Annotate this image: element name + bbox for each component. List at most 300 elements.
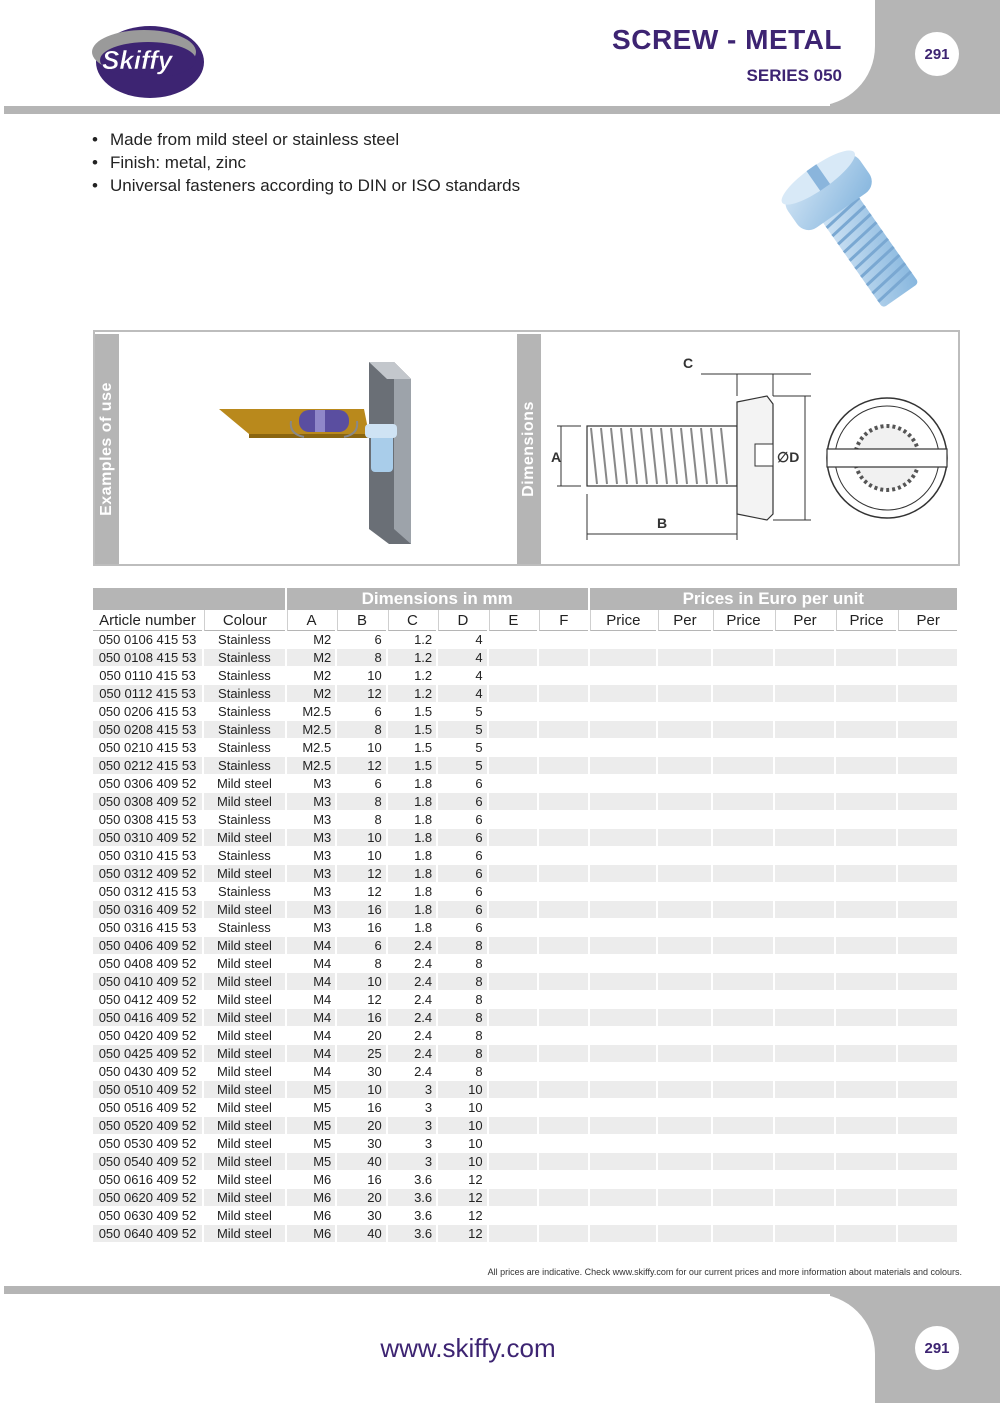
empty-cell: [836, 865, 897, 883]
group-header-row: [93, 588, 957, 610]
colour-cell: Mild steel: [204, 991, 285, 1009]
empty-cell: [489, 919, 537, 937]
dimension-cell: 16: [337, 1099, 385, 1117]
empty-cell: [713, 1027, 774, 1045]
dimension-cell: 1.8: [388, 793, 436, 811]
empty-cell: [539, 955, 588, 973]
colour-cell: Mild steel: [204, 1189, 285, 1207]
empty-cell: [539, 1081, 588, 1099]
empty-cell: [489, 991, 537, 1009]
dimension-cell: M4: [287, 1009, 335, 1027]
empty-cell: [775, 757, 834, 775]
table-row: [93, 973, 957, 991]
empty-cell: [898, 775, 957, 793]
empty-cell: [898, 757, 957, 775]
empty-cell: [775, 883, 834, 901]
empty-cell: [658, 847, 710, 865]
empty-cell: [898, 937, 957, 955]
empty-cell: [713, 739, 774, 757]
empty-cell: [775, 1009, 834, 1027]
table-row: [93, 775, 957, 793]
dimension-cell: 10: [438, 1081, 486, 1099]
dimension-cell: 1.2: [388, 631, 436, 649]
empty-cell: [898, 1117, 957, 1135]
empty-cell: [713, 1135, 774, 1153]
empty-cell: [489, 1207, 537, 1225]
empty-cell: [658, 973, 710, 991]
dimension-cell: 8: [337, 955, 385, 973]
empty-cell: [836, 685, 897, 703]
empty-cell: [590, 1207, 657, 1225]
table-row: [93, 757, 957, 775]
article-number-cell: 050 0408 409 52: [93, 955, 202, 973]
empty-cell: [658, 1207, 710, 1225]
empty-cell: [898, 703, 957, 721]
dimension-cell: 3: [388, 1117, 436, 1135]
colour-cell: Mild steel: [204, 1045, 285, 1063]
dimension-cell: 1.8: [388, 775, 436, 793]
empty-cell: [713, 865, 774, 883]
empty-cell: [489, 955, 537, 973]
empty-cell: [898, 1009, 957, 1027]
article-number-cell: 050 0312 409 52: [93, 865, 202, 883]
article-number-cell: 050 0312 415 53: [93, 883, 202, 901]
column-header: E: [489, 610, 537, 631]
table-row: [93, 703, 957, 721]
empty-cell: [539, 811, 588, 829]
empty-cell: [775, 1207, 834, 1225]
empty-cell: [590, 703, 657, 721]
empty-cell: [898, 649, 957, 667]
article-number-cell: 050 0616 409 52: [93, 1171, 202, 1189]
empty-cell: [539, 1099, 588, 1117]
dimension-cell: 6: [438, 811, 486, 829]
table-row: [93, 631, 957, 649]
empty-cell: [898, 1207, 957, 1225]
colour-cell: Mild steel: [204, 1009, 285, 1027]
dimension-cell: 1.8: [388, 811, 436, 829]
dimension-cell: M6: [287, 1225, 335, 1243]
empty-cell: [775, 901, 834, 919]
dimension-cell: 16: [337, 901, 385, 919]
series-subtitle: SERIES 050: [746, 66, 842, 85]
feature-item: • Universal fasteners according to DIN or ISO standards: [92, 174, 520, 197]
empty-cell: [489, 1045, 537, 1063]
empty-cell: [713, 1171, 774, 1189]
table-body: [93, 631, 957, 1243]
article-number-cell: 050 0310 409 52: [93, 829, 202, 847]
empty-cell: [713, 1225, 774, 1243]
dimension-cell: 1.8: [388, 901, 436, 919]
dimension-cell: M4: [287, 1027, 335, 1045]
empty-cell: [713, 919, 774, 937]
empty-cell: [836, 1081, 897, 1099]
dimension-cell: 3.6: [388, 1189, 436, 1207]
dimension-cell: 6: [438, 829, 486, 847]
empty-cell: [590, 1081, 657, 1099]
empty-cell: [590, 937, 657, 955]
empty-cell: [898, 1063, 957, 1081]
empty-cell: [489, 1009, 537, 1027]
dimension-cell: 3.6: [388, 1207, 436, 1225]
empty-cell: [539, 1027, 588, 1045]
examples-label: Examples of use: [95, 334, 119, 564]
dimension-cell: 1.5: [388, 739, 436, 757]
article-number-cell: 050 0425 409 52: [93, 1045, 202, 1063]
empty-cell: [658, 919, 710, 937]
colour-cell: Stainless: [204, 739, 285, 757]
dimension-cell: 8: [337, 721, 385, 739]
product-table-wrap: [91, 588, 959, 1243]
dimension-cell: M3: [287, 901, 335, 919]
table-row: [93, 685, 957, 703]
empty-cell: [590, 631, 657, 649]
empty-cell: [775, 793, 834, 811]
colour-cell: Mild steel: [204, 1171, 285, 1189]
dimension-cell: M3: [287, 883, 335, 901]
empty-cell: [836, 1171, 897, 1189]
dimension-cell: 30: [337, 1135, 385, 1153]
dimension-cell: M4: [287, 1045, 335, 1063]
dimension-cell: 3.6: [388, 1171, 436, 1189]
empty-cell: [539, 1171, 588, 1189]
colour-cell: Mild steel: [204, 865, 285, 883]
empty-cell: [539, 901, 588, 919]
empty-cell: [590, 1153, 657, 1171]
empty-cell: [658, 865, 710, 883]
empty-cell: [590, 793, 657, 811]
empty-cell: [489, 685, 537, 703]
table-row: [93, 811, 957, 829]
empty-cell: [713, 1117, 774, 1135]
colour-cell: Mild steel: [204, 1099, 285, 1117]
dimension-cell: 8: [337, 811, 385, 829]
dimension-cell: 2.4: [388, 937, 436, 955]
empty-cell: [836, 937, 897, 955]
article-number-cell: 050 0208 415 53: [93, 721, 202, 739]
empty-cell: [539, 937, 588, 955]
empty-cell: [898, 919, 957, 937]
empty-cell: [658, 1117, 710, 1135]
dimension-cell: 10: [337, 739, 385, 757]
colour-cell: Stainless: [204, 811, 285, 829]
empty-cell: [713, 1189, 774, 1207]
empty-cell: [489, 1063, 537, 1081]
empty-cell: [590, 667, 657, 685]
svg-text:C: C: [683, 355, 694, 371]
article-number-cell: 050 0308 409 52: [93, 793, 202, 811]
empty-cell: [713, 649, 774, 667]
empty-cell: [775, 703, 834, 721]
dimension-cell: 8: [438, 1027, 486, 1045]
dimension-cell: 8: [438, 1063, 486, 1081]
colour-cell: Stainless: [204, 847, 285, 865]
table-row: [93, 883, 957, 901]
empty-cell: [898, 1225, 957, 1243]
empty-cell: [590, 775, 657, 793]
dimension-cell: 10: [337, 973, 385, 991]
colour-cell: Mild steel: [204, 955, 285, 973]
empty-cell: [775, 1135, 834, 1153]
empty-cell: [775, 1225, 834, 1243]
empty-cell: [836, 721, 897, 739]
feature-item: • Made from mild steel or stainless steel: [92, 128, 520, 151]
empty-cell: [713, 973, 774, 991]
dimension-cell: M3: [287, 847, 335, 865]
dimension-cell: 6: [438, 865, 486, 883]
empty-cell: [775, 685, 834, 703]
empty-cell: [898, 739, 957, 757]
table-row: [93, 1009, 957, 1027]
table-row: [93, 919, 957, 937]
dimension-cell: 8: [337, 649, 385, 667]
dimension-cell: 40: [337, 1225, 385, 1243]
dimension-cell: 5: [438, 721, 486, 739]
empty-cell: [775, 829, 834, 847]
empty-cell: [836, 757, 897, 775]
dimension-cell: M3: [287, 775, 335, 793]
empty-cell: [489, 811, 537, 829]
empty-cell: [539, 973, 588, 991]
empty-cell: [898, 991, 957, 1009]
empty-cell: [836, 1027, 897, 1045]
empty-cell: [658, 1099, 710, 1117]
article-number-cell: 050 0110 415 53: [93, 667, 202, 685]
empty-cell: [590, 955, 657, 973]
column-header-row: [93, 610, 957, 631]
empty-cell: [713, 991, 774, 1009]
dimension-cell: 20: [337, 1117, 385, 1135]
empty-cell: [590, 1099, 657, 1117]
dimension-cell: 3.6: [388, 1225, 436, 1243]
empty-cell: [658, 991, 710, 1009]
empty-cell: [775, 1063, 834, 1081]
dimension-cell: 6: [438, 883, 486, 901]
empty-cell: [489, 631, 537, 649]
empty-cell: [713, 883, 774, 901]
dimension-cell: 16: [337, 919, 385, 937]
dimension-cell: 30: [337, 1063, 385, 1081]
empty-cell: [713, 703, 774, 721]
dimension-cell: 1.5: [388, 757, 436, 775]
feature-item: • Finish: metal, zinc: [92, 151, 520, 174]
empty-cell: [539, 1045, 588, 1063]
empty-cell: [836, 1153, 897, 1171]
table-row: [93, 1063, 957, 1081]
empty-cell: [775, 1117, 834, 1135]
empty-cell: [590, 685, 657, 703]
dimension-cell: 1.8: [388, 883, 436, 901]
empty-cell: [658, 1171, 710, 1189]
colour-cell: Stainless: [204, 649, 285, 667]
article-number-cell: 050 0540 409 52: [93, 1153, 202, 1171]
empty-cell: [713, 1081, 774, 1099]
empty-cell: [713, 1045, 774, 1063]
empty-cell: [836, 739, 897, 757]
website-link[interactable]: www.skiffy.com: [380, 1333, 556, 1363]
empty-cell: [539, 1009, 588, 1027]
empty-cell: [539, 721, 588, 739]
table-row: [93, 1189, 957, 1207]
dimension-cell: 8: [438, 1045, 486, 1063]
article-number-cell: 050 0308 415 53: [93, 811, 202, 829]
dimension-cell: M3: [287, 865, 335, 883]
skiffy-logo: [92, 22, 207, 100]
table-row: [93, 667, 957, 685]
article-number-cell: 050 0316 415 53: [93, 919, 202, 937]
dimension-cell: 6: [337, 703, 385, 721]
empty-cell: [590, 1171, 657, 1189]
table-row: [93, 991, 957, 1009]
colour-cell: Mild steel: [204, 1207, 285, 1225]
dimension-cell: 2.4: [388, 991, 436, 1009]
dimension-cell: 8: [438, 991, 486, 1009]
svg-text:∅D: ∅D: [777, 449, 800, 465]
dimension-cell: M4: [287, 955, 335, 973]
screw-product-image: [765, 140, 945, 320]
article-number-cell: 050 0310 415 53: [93, 847, 202, 865]
empty-cell: [713, 775, 774, 793]
example-of-use-image: [119, 334, 517, 564]
empty-cell: [539, 1153, 588, 1171]
empty-cell: [775, 811, 834, 829]
empty-cell: [836, 829, 897, 847]
column-header: F: [539, 610, 588, 631]
dimension-cell: 3: [388, 1099, 436, 1117]
dimension-cell: M4: [287, 991, 335, 1009]
dimension-cell: 10: [337, 829, 385, 847]
dimension-cell: M3: [287, 919, 335, 937]
dimension-cell: M3: [287, 793, 335, 811]
empty-cell: [590, 649, 657, 667]
svg-text:B: B: [657, 515, 668, 531]
group-header-blank: [93, 588, 285, 610]
dimension-cell: 3: [388, 1135, 436, 1153]
dimension-drawing: [541, 334, 958, 564]
article-number-cell: 050 0108 415 53: [93, 649, 202, 667]
empty-cell: [713, 1207, 774, 1225]
empty-cell: [775, 865, 834, 883]
empty-cell: [836, 1189, 897, 1207]
empty-cell: [658, 1153, 710, 1171]
empty-cell: [539, 703, 588, 721]
empty-cell: [898, 901, 957, 919]
column-header: Price: [590, 610, 657, 631]
empty-cell: [836, 1117, 897, 1135]
empty-cell: [658, 1081, 710, 1099]
dimension-cell: 8: [438, 955, 486, 973]
dimension-cell: 2.4: [388, 1027, 436, 1045]
dimension-cell: 6: [438, 901, 486, 919]
column-header: Per: [658, 610, 710, 631]
empty-cell: [489, 937, 537, 955]
empty-cell: [713, 1099, 774, 1117]
empty-cell: [489, 847, 537, 865]
empty-cell: [836, 991, 897, 1009]
article-number-cell: 050 0210 415 53: [93, 739, 202, 757]
empty-cell: [590, 829, 657, 847]
empty-cell: [539, 793, 588, 811]
empty-cell: [539, 919, 588, 937]
colour-cell: Mild steel: [204, 1225, 285, 1243]
dimension-cell: 12: [337, 883, 385, 901]
dimension-cell: 8: [438, 973, 486, 991]
empty-cell: [713, 937, 774, 955]
dimension-cell: M2.5: [287, 757, 335, 775]
empty-cell: [898, 1045, 957, 1063]
dimension-cell: 1.5: [388, 703, 436, 721]
dimension-cell: 6: [337, 631, 385, 649]
dimension-cell: 6: [337, 775, 385, 793]
table-row: [93, 1117, 957, 1135]
empty-cell: [539, 1189, 588, 1207]
empty-cell: [898, 1027, 957, 1045]
dimension-cell: 1.8: [388, 919, 436, 937]
empty-cell: [489, 1135, 537, 1153]
empty-cell: [775, 937, 834, 955]
article-number-cell: 050 0420 409 52: [93, 1027, 202, 1045]
empty-cell: [898, 1099, 957, 1117]
colour-cell: Stainless: [204, 703, 285, 721]
dimension-cell: M2.5: [287, 721, 335, 739]
empty-cell: [775, 1189, 834, 1207]
dimension-cell: 5: [438, 739, 486, 757]
colour-cell: Mild steel: [204, 829, 285, 847]
empty-cell: [836, 1225, 897, 1243]
empty-cell: [539, 1117, 588, 1135]
empty-cell: [539, 667, 588, 685]
dimension-cell: M2.5: [287, 739, 335, 757]
table-row: [93, 1081, 957, 1099]
dimension-cell: M5: [287, 1099, 335, 1117]
dimension-cell: M2: [287, 667, 335, 685]
empty-cell: [775, 847, 834, 865]
empty-cell: [713, 685, 774, 703]
empty-cell: [590, 757, 657, 775]
dimension-cell: 4: [438, 649, 486, 667]
colour-cell: Stainless: [204, 685, 285, 703]
article-number-cell: 050 0412 409 52: [93, 991, 202, 1009]
empty-cell: [898, 793, 957, 811]
empty-cell: [836, 703, 897, 721]
empty-cell: [713, 1063, 774, 1081]
empty-cell: [658, 829, 710, 847]
empty-cell: [898, 973, 957, 991]
empty-cell: [658, 775, 710, 793]
empty-cell: [489, 757, 537, 775]
empty-cell: [836, 1135, 897, 1153]
dimension-cell: 1.5: [388, 721, 436, 739]
dimension-cell: M6: [287, 1207, 335, 1225]
empty-cell: [658, 649, 710, 667]
dimension-cell: 10: [337, 1081, 385, 1099]
dimension-cell: M6: [287, 1171, 335, 1189]
dimension-cell: 2.4: [388, 1009, 436, 1027]
empty-cell: [489, 667, 537, 685]
empty-cell: [539, 739, 588, 757]
dimension-cell: 2.4: [388, 1063, 436, 1081]
dimension-cell: 1.8: [388, 865, 436, 883]
empty-cell: [836, 973, 897, 991]
dimension-cell: 40: [337, 1153, 385, 1171]
dimension-cell: M2.5: [287, 703, 335, 721]
dimension-cell: 10: [438, 1153, 486, 1171]
empty-cell: [590, 1135, 657, 1153]
empty-cell: [775, 991, 834, 1009]
empty-cell: [658, 1135, 710, 1153]
dimension-cell: 6: [337, 937, 385, 955]
colour-cell: Mild steel: [204, 1063, 285, 1081]
